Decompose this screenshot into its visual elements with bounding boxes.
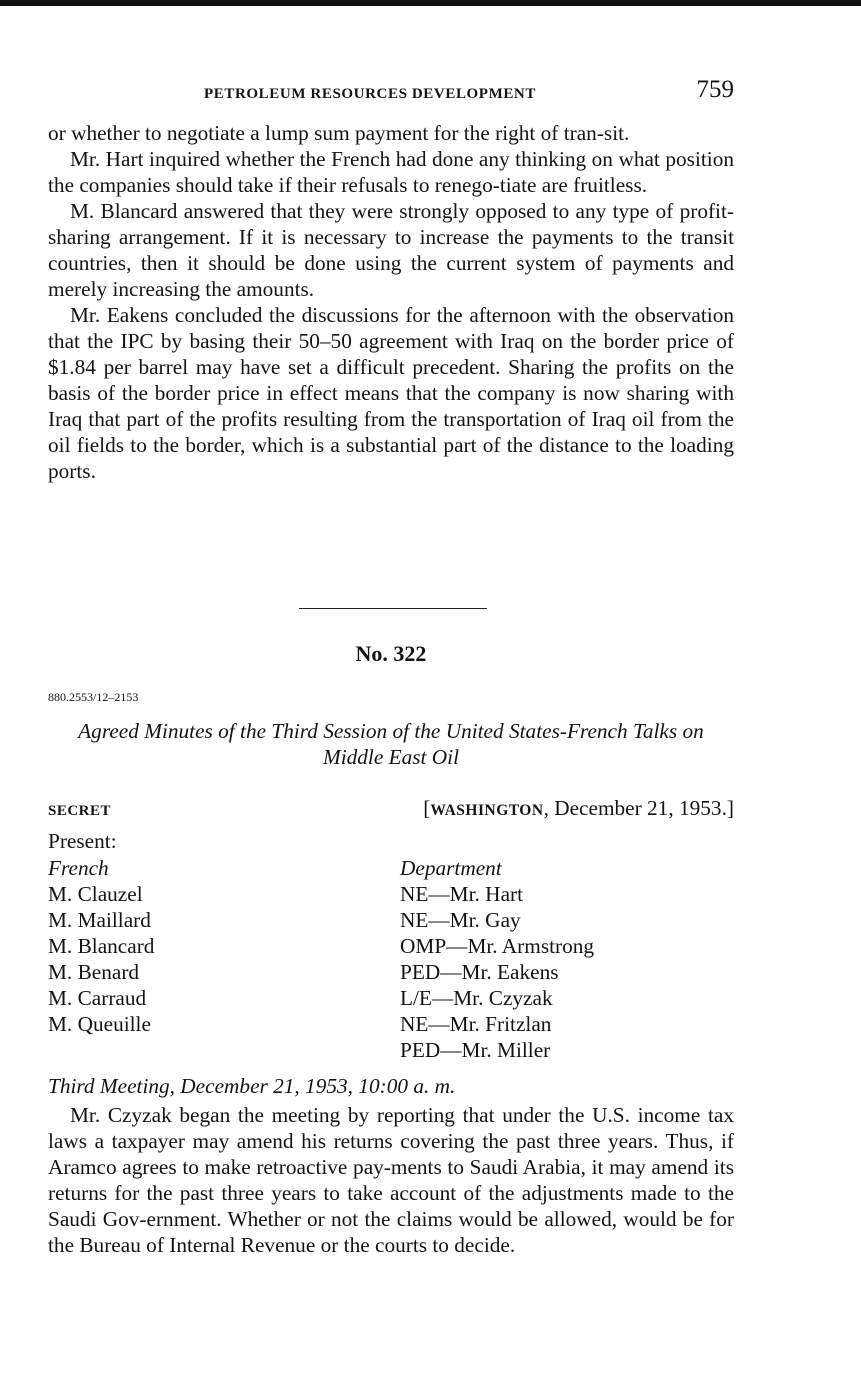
attendee: PED—Mr. Eakens [400, 960, 559, 984]
dateline-open: [ [423, 796, 431, 820]
attendee: M. Clauzel [48, 882, 143, 906]
page-header [48, 76, 734, 110]
attendee: OMP—Mr. Armstrong [400, 934, 595, 958]
attendee: PED—Mr. Miller [400, 1038, 551, 1062]
attendee: M. Carraud [48, 986, 147, 1010]
page-number: 759 [696, 76, 734, 103]
present-label: Present: [48, 829, 117, 853]
attendee: M. Maillard [48, 908, 151, 932]
body-text-top [48, 120, 734, 484]
dateline-rest: , December 21, 1953.] [543, 796, 734, 820]
attendee: M. Blancard [48, 934, 155, 958]
attendee: NE—Mr. Hart [400, 882, 524, 906]
body-text-bottom [48, 1102, 734, 1258]
attendee: NE—Mr. Gay [400, 908, 521, 932]
department-attendees [400, 855, 594, 1063]
file-number: 880.2553/12–2153 [48, 690, 139, 704]
document-title: Agreed Minutes of the Third Session of the United States-French Talks on Middle East Oil [78, 719, 704, 769]
dateline-place: WASHINGTON [430, 802, 544, 819]
paragraph: or whether to negotiate a lump sum payment for the right of tran-sit. [48, 121, 630, 145]
french-attendees [48, 855, 154, 1037]
attendee: M. Queuille [48, 1012, 151, 1036]
meeting-label: Third Meeting, December 21, 1953, 10:00 a. m. [48, 1074, 456, 1098]
paragraph: Mr. Hart inquired whether the French had done any thinking on what position the companies should take if their refusals to renego-tiate are fruitless. [48, 147, 734, 197]
attendee: L/E—Mr. Czyzak [400, 986, 553, 1010]
paragraph: Mr. Czyzak began the meeting by reporting that under the U.S. income tax laws a taxpayer may amend his returns covering the past three years. Thus, if Aramco agrees to make retroactive pay-ments to Saudi Arabia, it may amend its returns for the past three years to take account of the adjustments made to the Saudi Gov-ernment. Whether or not the claims would be allowed, would be for the Bureau of Internal Revenue or the courts to decide. [48, 1103, 734, 1257]
top-edge-bar [0, 0, 861, 6]
document-number: No. 322 [355, 641, 427, 666]
department-heading: Department [400, 856, 502, 880]
section-divider [299, 608, 487, 609]
attendee: NE—Mr. Fritzlan [400, 1012, 552, 1036]
attendee: M. Benard [48, 960, 140, 984]
paragraph: Mr. Eakens concluded the discussions for the afternoon with the observation that the IPC by basing their 50–50 agreement with Iraq on the border price of $1.84 per barrel may have set a difficult precedent. Sharing the profits on the basis of the border price in effect means that the company is now sharing with Iraq that part of the profits resulting from the transportation of Iraq oil from the oil fields to the border, which is a substantial part of the distance to the loading ports. [48, 303, 734, 483]
paragraph: M. Blancard answered that they were strongly opposed to any type of profit-sharing arrangement. If it is necessary to increase the payments to the transit countries, then it should be done using the current system of payments and merely increasing the amounts. [48, 199, 734, 301]
french-heading: French [48, 856, 109, 880]
dateline [423, 796, 734, 821]
classification-marking: SECRET [48, 803, 112, 819]
running-head: PETROLEUM RESOURCES DEVELOPMENT [204, 86, 536, 102]
